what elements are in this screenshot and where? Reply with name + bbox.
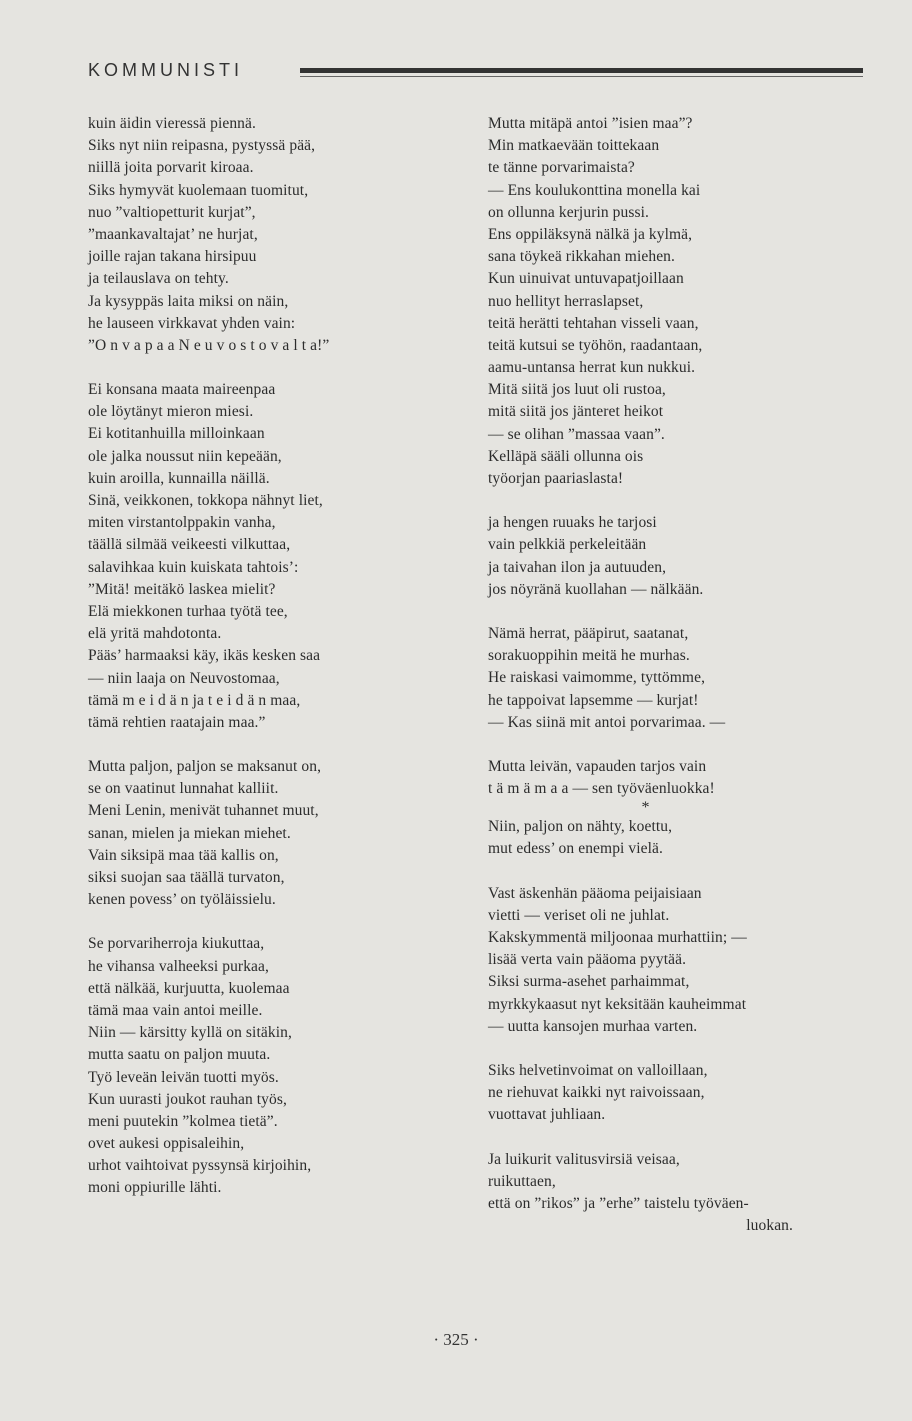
- poem-line: nuo hellityt herraslapset,: [488, 292, 644, 310]
- poem-line: Työ leveän leivän tuotti myös.: [88, 1068, 279, 1086]
- poem-line: ”maankavaltajat’ ne hurjat,: [88, 225, 258, 243]
- poem-line: elä yritä mahdotonta.: [88, 625, 222, 643]
- poem-line: ja teilauslava on tehty.: [88, 270, 229, 288]
- poem-line: Vast äskenhän pääoma peijaisiaan: [488, 884, 702, 902]
- stanza-break: [488, 861, 833, 883]
- stanza-break: [488, 1127, 833, 1149]
- poem-line: täällä silmää veikeesti vilkuttaa,: [88, 536, 291, 554]
- poem-line: Ens oppiläksynä nälkä ja kylmä,: [488, 225, 693, 243]
- poem-line: mitä siitä jos jänteret heikot: [488, 403, 664, 421]
- poem-line: tämä m e i d ä n ja t e i d ä n maa,: [88, 691, 301, 709]
- poem-line: salavihkaa kuin kuiskata tahtois’:: [88, 558, 299, 576]
- poem-line: Niin — kärsitty kyllä on sitäkin,: [88, 1024, 292, 1042]
- poem-line: — niin laaja on Neuvostomaa,: [88, 669, 280, 687]
- poem-line: t ä m ä m a a — sen työväenluokka!: [488, 780, 715, 798]
- poem-line: tämä rehtien raatajain maa.”: [88, 713, 266, 731]
- poem-line: Niin, paljon on nähty, koettu,: [488, 818, 673, 836]
- poem-line: kuin aroilla, kunnailla näillä.: [88, 469, 270, 487]
- stanza-break: [488, 490, 833, 512]
- poem-line: ”Mitä! meitäkö laskea mielit?: [88, 580, 276, 598]
- poem-line: — uutta kansojen murhaa varten.: [488, 1017, 698, 1035]
- poem-line: ja hengen ruuaks he tarjosi: [488, 514, 657, 532]
- poem-line: siksi suojan saa täällä turvaton,: [88, 869, 285, 886]
- poem-line: Siks helvetinvoimat on valloillaan,: [488, 1061, 708, 1079]
- poem-line: aamu-untansa herrat kun nukkui.: [488, 359, 696, 377]
- poem-line: Vain siksipä maa tää kallis on,: [88, 846, 279, 864]
- poem-line: tämä maa vain antoi meille.: [88, 1001, 263, 1019]
- poem-line: Ei konsana maata maireenpaa: [88, 381, 276, 399]
- stanza-break: [488, 601, 833, 623]
- stanza-break: [88, 911, 448, 933]
- poem-line: Ei kotitanhuilla milloinkaan: [88, 425, 265, 443]
- poem-line: Kun uurasti joukot rauhan työs,: [88, 1090, 287, 1108]
- poem-line: Mutta paljon, paljon se maksanut on,: [88, 758, 322, 776]
- stanza-break: [488, 1038, 833, 1060]
- poem-line: he tappoivat lapsemme — kurjat!: [488, 691, 699, 709]
- poem-line: Mutta mitäpä antoi ”isien maa”?: [488, 115, 693, 132]
- poem-line: Min matkaevään toittekaan: [488, 137, 660, 155]
- poem-line: Mitä siitä jos luut oli rustoa,: [488, 381, 666, 399]
- poem-line: ruikuttaen,: [488, 1172, 556, 1190]
- poem-line: vuottavat juhliaan.: [488, 1106, 606, 1124]
- poem-line: — Ens koulukonttina monella kai: [488, 181, 701, 199]
- poem-line: Siks nyt niin reipasna, pystyssä pää,: [88, 137, 316, 155]
- poem-line: ole jalka noussut niin kepeään,: [88, 447, 282, 465]
- poem-line: miten virstantolppakin vanha,: [88, 514, 276, 532]
- poem-line: te tänne porvarimaista?: [488, 159, 635, 177]
- poem-line: lisää verta vain pääoma pyytää.: [488, 951, 687, 969]
- poem-line: kenen povess’ on työläissielu.: [88, 891, 276, 909]
- page-number-value: 325: [443, 1330, 469, 1349]
- poem-line: sana töykeä rikkahan miehen.: [488, 248, 676, 266]
- header-rule: [300, 68, 863, 73]
- poem-line: mut edess’ on enempi vielä.: [488, 840, 664, 858]
- poem-line: Se porvariherroja kiukuttaa,: [88, 935, 265, 953]
- poem-line: Kakskymmentä miljoonaa murhattiin; —: [488, 929, 747, 946]
- poem-line: ”O n v a p a a N e u v o s t o v a l t a!”: [88, 336, 330, 354]
- poem-line: Siksi surma-asehet parhaimmat,: [488, 973, 690, 991]
- right-column: [488, 113, 833, 1237]
- poem-line: Ja kysyppäs laita miksi on näin,: [88, 292, 289, 310]
- header-rule-thin: [300, 76, 863, 77]
- poem-line: — se olihan ”massaa vaan”.: [488, 425, 665, 443]
- poem-line: myrkkykaasut nyt keksitään kauheimmat: [488, 995, 747, 1013]
- poem-line: joille rajan takana hirsipuu: [88, 248, 257, 266]
- poem-line: työorjan paariaslasta!: [488, 470, 624, 487]
- poem-line: he vihansa valheeksi purkaa,: [88, 957, 269, 975]
- poem-line: sorakuoppihin meitä he murhas.: [488, 647, 690, 665]
- poem-line: teitä kutsui se työhön, raadantaan,: [488, 336, 703, 354]
- poem-line: Mutta leivän, vapauden tarjos vain: [488, 757, 707, 775]
- poem-line: että on ”rikos” ja ”erhe” taistelu työväen-: [488, 1194, 749, 1212]
- poem-line: Siks hymyvät kuolemaan tuomitut,: [88, 181, 309, 199]
- poem-line: mutta saatu on paljon muuta.: [88, 1046, 271, 1064]
- poem-line: vain pelkkiä perkeleitään: [488, 536, 647, 554]
- poem-line: niillä joita porvarit kiroaa.: [88, 159, 254, 177]
- poem-line: Pääs’ harmaaksi käy, ikäs kesken saa: [88, 647, 321, 665]
- page-header: [88, 58, 863, 88]
- poem-line: moni oppiurille lähti.: [88, 1179, 222, 1197]
- poem-line: ole löytänyt mieron miesi.: [88, 403, 254, 421]
- poem-line: ne riehuvat kaikki nyt raivoissaan,: [488, 1084, 705, 1102]
- poem-line: urhot vaihtoivat pyssynsä kirjoihin,: [88, 1157, 312, 1175]
- poem-line: ja taivahan ilon ja autuuden,: [488, 558, 667, 576]
- poem-line: Meni Lenin, menivät tuhannet muut,: [88, 802, 319, 820]
- poem-line: teitä herätti tehtahan visseli vaan,: [488, 314, 699, 332]
- poem-line: Kun uinuivat untuvapatjoillaan: [488, 270, 684, 288]
- poem-line: — Kas siinä mit antoi porvarimaa. —: [488, 713, 726, 731]
- poem-line: He raiskasi vaimomme, tyttömme,: [488, 669, 706, 687]
- poem-line: sanan, mielen ja miekan miehet.: [88, 824, 291, 842]
- poem-line: Nämä herrat, pääpirut, saatanat,: [488, 624, 689, 642]
- poem-line: se on vaatinut lunnahat kalliit.: [88, 780, 279, 798]
- poem-line: että nälkää, kurjuutta, kuolemaa: [88, 979, 290, 997]
- poem-line: he lauseen virkkavat yhden vain:: [88, 314, 296, 332]
- masthead-title: KOMMUNISTI: [88, 60, 243, 80]
- page-number: · 325 ·: [433, 1330, 479, 1349]
- stanza-break: [488, 734, 833, 756]
- section-asterisk: *: [641, 799, 650, 817]
- poem-line: ovet aukesi oppisaleihin,: [88, 1135, 245, 1153]
- poem-line: Ja luikurit valitusvirsiä veisaa,: [488, 1150, 680, 1168]
- poem-line: Kelläpä sääli ollunna ois: [488, 447, 644, 465]
- poem-line: vietti — veriset oli ne juhlat.: [488, 906, 670, 924]
- poem-line: jos nöyränä kuollahan — nälkään.: [488, 580, 704, 598]
- poem-line: on ollunna kerjurin pussi.: [488, 203, 650, 221]
- poem-line: nuo ”valtiopetturit kurjat”,: [88, 203, 256, 221]
- stanza-break: [88, 357, 448, 379]
- poem-line: Sinä, veikkonen, tokkopa nähnyt liet,: [88, 492, 323, 509]
- poem-line: meni puutekin ”kolmea tietä”.: [88, 1112, 278, 1130]
- poem-line: luokan.: [746, 1217, 793, 1235]
- poem-line: kuin äidin vieressä piennä.: [88, 115, 256, 132]
- poem-line: Elä miekkonen turhaa työtä tee,: [88, 602, 288, 620]
- stanza-break: [88, 734, 448, 756]
- left-column: [88, 113, 448, 1200]
